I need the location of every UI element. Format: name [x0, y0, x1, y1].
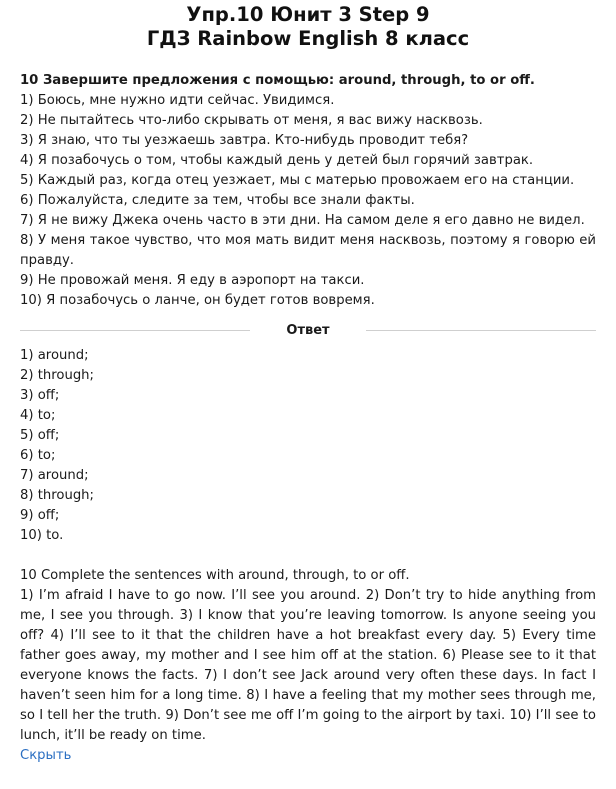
task-sentence: 2) Не пытайтесь что-либо скрывать от меня, я вас вижу насквозь. [20, 113, 483, 128]
divider-rule-right [366, 330, 596, 331]
task-sentence: 5) Каждый раз, когда отец уезжает, мы с матерью провожаем его на станции. [20, 173, 575, 188]
hide-link[interactable]: Скрыть [20, 748, 72, 763]
answer-item: 9) off; [20, 508, 60, 523]
answer-item: 6) to; [20, 448, 56, 463]
task-sentence: 9) Не провожай меня. Я еду в аэропорт на такси. [20, 273, 365, 288]
task-sentence: 6) Пожалуйста, следите за тем, чтобы все знали факты. [20, 193, 415, 208]
answers-list [20, 346, 596, 546]
answer-item: 1) around; [20, 348, 89, 363]
title-line-2: ГДЗ Rainbow English 8 класс [146, 27, 470, 50]
task-sentence: 4) Я позабочусь о том, чтобы каждый день у детей был горячий завтрак. [20, 153, 534, 168]
task-sentence: 10) Я позабочусь о ланче, он будет готов вовремя. [20, 293, 375, 308]
english-heading: 10 Complete the sentences with around, through, to or off. [20, 568, 410, 583]
task-sentence: 3) Я знаю, что ты уезжаешь завтра. Кто-нибудь проводит тебя? [20, 133, 469, 148]
answer-item: 3) off; [20, 388, 60, 403]
task-sentences [20, 91, 596, 311]
answer-divider [20, 320, 596, 340]
title-line-1: Упр.10 Юнит 3 Step 9 [186, 3, 430, 26]
answer-item: 2) through; [20, 368, 94, 383]
english-text: 1) I’m afraid I have to go now. I’ll see you around. 2) Don’t try to hide anything from me, I see you through. 3) I know that you’re leaving tomorrow. Is anyone seeing you off? 4) I’ll see to it that the children have a hot breakfast every day. 5) Every time father goes away, my mother and I see him off at the station. 6) Please see to it that everyone knows the facts. 7) I don’t see Jack around very often these days. In fact I haven’t seen him for a long time. 8) I have a feeling that my mother sees through me, so I tell her the truth. 9) Don’t see me off I’m going to the airport by taxi. 10) I’ll see to lunch, it’ll be ready on time. [20, 588, 596, 743]
task-sentence: 7) Я не вижу Джека очень часто в эти дни. На самом деле я его давно не видел. [20, 213, 585, 228]
answer-item: 8) through; [20, 488, 94, 503]
answer-item: 10) to. [20, 528, 64, 543]
task-heading: 10 Завершите предложения с помощью: around, through, to or off. [20, 73, 535, 88]
answer-item: 4) to; [20, 408, 56, 423]
divider-rule-left [20, 330, 250, 331]
answer-divider-label: Ответ [286, 322, 330, 338]
page-title [20, 0, 596, 51]
task-sentence: 1) Боюсь, мне нужно идти сейчас. Увидимся. [20, 93, 335, 108]
task-sentence: 8) У меня такое чувство, что моя мать видит меня насквозь, поэтому я говорю ей правду. [20, 233, 596, 268]
answer-item: 7) around; [20, 468, 89, 483]
answer-item: 5) off; [20, 428, 60, 443]
